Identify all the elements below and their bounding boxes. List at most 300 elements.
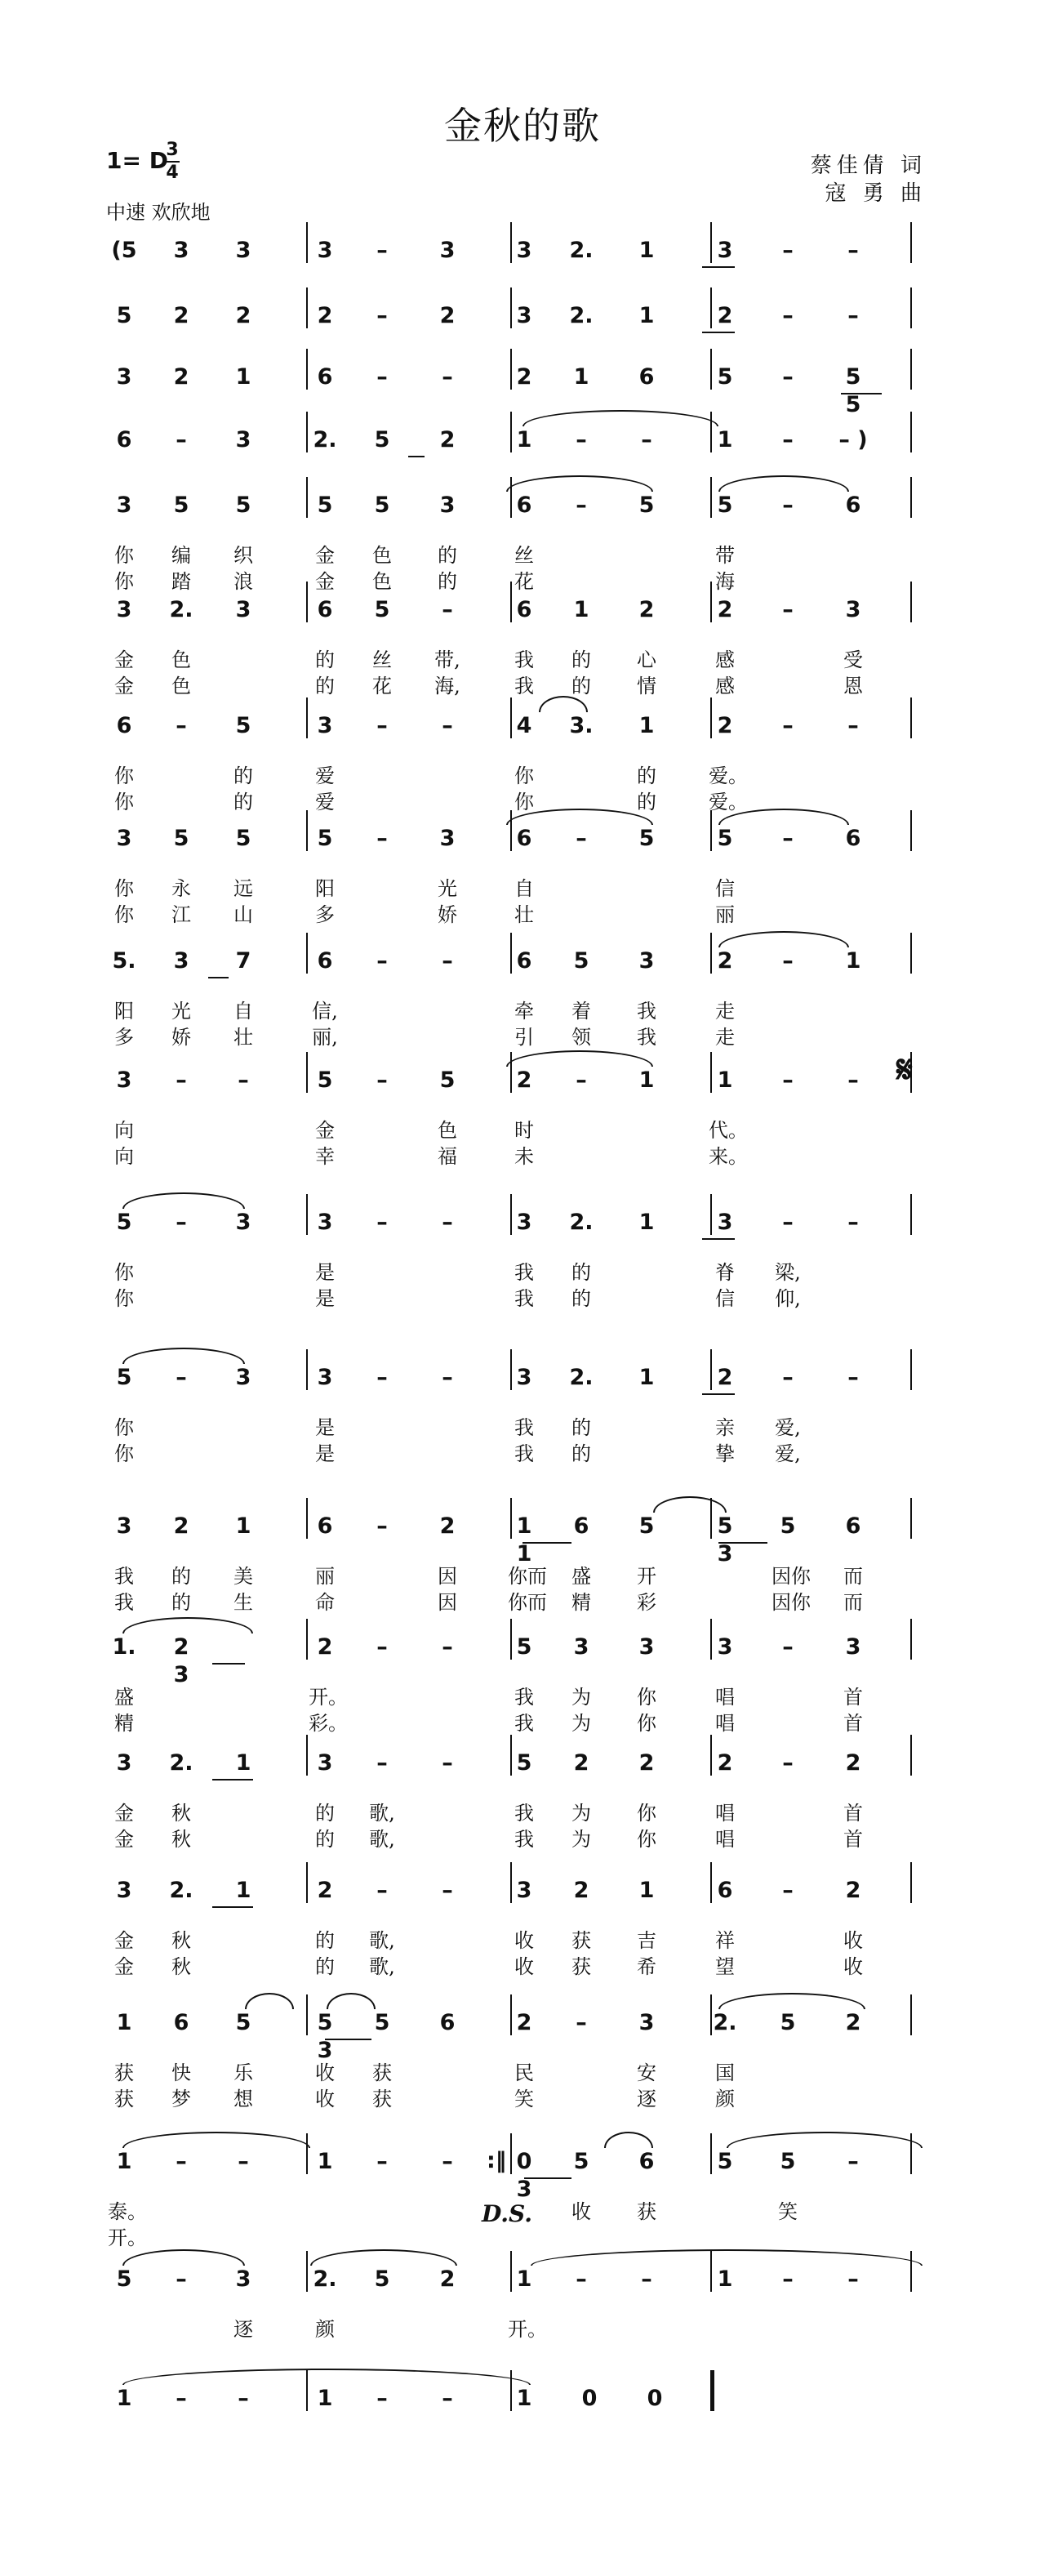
final-bar-line — [710, 2370, 714, 2411]
beam-underline — [702, 1393, 735, 1395]
note: 3 — [439, 238, 456, 263]
composer-credit: 寇 勇 曲 — [825, 181, 927, 206]
lyric-syllable: 收 — [843, 1955, 863, 1978]
note: 2 — [845, 1750, 861, 1776]
lyric-syllable: 获 — [637, 2200, 656, 2223]
lyric-syllable: 你 — [114, 1416, 134, 1439]
lyric-syllable: 丽 — [315, 1565, 335, 1588]
lyric-syllable: 的 — [315, 1955, 335, 1978]
lyric-syllable: 你 — [114, 1287, 134, 1310]
lyric-syllable: 唱 — [715, 1686, 735, 1709]
note: – — [376, 2386, 388, 2411]
lyric-syllable: 多 — [315, 903, 335, 926]
note: 2 — [516, 364, 532, 390]
bar-line — [910, 1862, 912, 1903]
bar-line — [910, 477, 912, 518]
note: 5 — [235, 2010, 251, 2035]
tempo-marking: 中速 欢欣地 — [106, 201, 211, 224]
bar-line — [910, 697, 912, 738]
tie-arc — [653, 1496, 727, 1513]
note: (5 — [111, 238, 137, 263]
note: – — [176, 1210, 187, 1235]
note: 1 1 — [516, 1513, 532, 1567]
note: 1 — [573, 364, 589, 390]
note: 3 — [439, 826, 456, 851]
lyric-syllable: 色 — [372, 544, 392, 567]
lyric-syllable: 感 — [715, 648, 735, 671]
lyric-syllable: 因你 — [772, 1591, 811, 1614]
note: – — [442, 1750, 453, 1776]
lyric-syllable: 的 — [315, 648, 335, 671]
note: – — [376, 948, 388, 974]
lyric-syllable: 我 — [514, 1261, 534, 1284]
beam-underline — [841, 393, 882, 394]
lyric-syllable: 你 — [637, 1712, 656, 1735]
lyric-syllable: 金 — [114, 1802, 134, 1825]
bar-line — [306, 1349, 308, 1390]
lyric-syllable: 海, — [434, 675, 460, 697]
bar-line — [306, 2251, 308, 2292]
segno-icon: 𝄋 — [896, 1047, 913, 1091]
repeat-sign: :‖ — [487, 2148, 507, 2173]
note: – — [442, 597, 453, 622]
note: – — [782, 364, 794, 390]
lyric-syllable: 盛 — [571, 1565, 591, 1588]
note-row — [0, 229, 1045, 278]
lyric-syllable: 精 — [114, 1712, 134, 1735]
note: 6 — [317, 597, 333, 622]
lyric-syllable: 笑 — [514, 2088, 534, 2110]
lyric-syllable: 因 — [438, 1565, 457, 1588]
note: – — [782, 2266, 794, 2292]
note: – — [576, 1067, 587, 1093]
lyric-syllable: 丽 — [715, 903, 735, 926]
lyric-syllable: 我 — [514, 1802, 534, 1825]
note: 3 — [235, 2266, 251, 2292]
note: 3 — [116, 1513, 132, 1539]
note: 2 — [717, 713, 733, 738]
lyric-syllable: 秋 — [171, 1802, 191, 1825]
bar-line — [306, 1194, 308, 1235]
tie-arc — [531, 2249, 923, 2266]
bar-line — [910, 582, 912, 622]
lyric-syllable: 光 — [438, 877, 457, 900]
beam-underline — [522, 1542, 571, 1544]
lyric-syllable: 的 — [438, 544, 457, 567]
lyric-syllable: 信 — [715, 877, 735, 900]
note: 5 — [235, 713, 251, 738]
note: 6 — [173, 2010, 189, 2035]
lyric-syllable: 心 — [637, 648, 656, 671]
note: 1 — [638, 713, 655, 738]
lyric-syllable: 收 — [514, 1955, 534, 1978]
bar-line — [306, 1498, 308, 1539]
note: – — [442, 1878, 453, 1903]
lyric-syllable: 收 — [571, 2200, 591, 2223]
note: 5 — [439, 1067, 456, 1093]
lyric-syllable: 歌, — [369, 1802, 395, 1825]
lyric-syllable: 获 — [571, 1929, 591, 1952]
note-row — [0, 2001, 1045, 2063]
lyric-syllable: 多 — [114, 1026, 134, 1049]
lyric-syllable: 而 — [843, 1565, 863, 1588]
note: 6 — [516, 826, 532, 851]
note: 5 — [116, 1210, 132, 1235]
lyric-syllable: 收 — [315, 2061, 335, 2084]
note: – — [847, 2149, 859, 2174]
tie-arc — [727, 2132, 923, 2148]
lyric-syllable: 望 — [715, 1955, 735, 1978]
lyric-syllable: 信, — [312, 1000, 338, 1023]
lyric-syllable: 自 — [514, 877, 534, 900]
tie-arc — [122, 1617, 253, 1633]
note: 1 — [235, 1513, 251, 1539]
note: 3 — [173, 948, 189, 974]
lyric-syllable: 为 — [571, 1712, 591, 1735]
lyric-syllable: 的 — [571, 1287, 591, 1310]
note: 3 — [638, 2010, 655, 2035]
note: 4 — [516, 713, 532, 738]
note: – — [782, 238, 794, 263]
bar-line — [910, 810, 912, 851]
lyric-syllable: 领 — [571, 1026, 591, 1049]
note: 0 3 — [516, 2149, 532, 2202]
note: – — [641, 2266, 652, 2292]
note: 2. — [569, 1365, 594, 1390]
lyric-syllable: 的 — [571, 648, 591, 671]
note: – — [442, 1634, 453, 1660]
lyric-syllable: 的 — [315, 1929, 335, 1952]
note: 2 — [717, 1365, 733, 1390]
tie-arc — [506, 475, 653, 492]
lyric-syllable: 为 — [571, 1802, 591, 1825]
note: – — [442, 1210, 453, 1235]
note: 3 — [516, 303, 532, 328]
bar-line — [910, 1994, 912, 2035]
note: – ) — [838, 427, 868, 452]
lyric-syllable: 梁, — [775, 1261, 801, 1284]
note: 2 — [173, 364, 189, 390]
note: – — [376, 1210, 388, 1235]
lyric-syllable: 我 — [514, 1287, 534, 1310]
lyric-syllable: 歌, — [369, 1929, 395, 1952]
lyric-syllable: 受 — [843, 648, 863, 671]
note-row — [0, 1625, 1045, 1687]
note: 2 — [717, 948, 733, 974]
note: 1 — [638, 303, 655, 328]
lyric-syllable: 你 — [637, 1802, 656, 1825]
bar-line — [306, 582, 308, 622]
note: – — [576, 2010, 587, 2035]
key-signature: 1= D — [106, 147, 168, 174]
lyric-syllable: 引 — [514, 1026, 534, 1049]
lyric-syllable: 的 — [171, 1591, 191, 1614]
bar-line — [306, 697, 308, 738]
lyric-syllable: 秋 — [171, 1929, 191, 1952]
note: 2. — [313, 2266, 337, 2292]
note: 2. — [569, 303, 594, 328]
lyric-syllable: 来。 — [709, 1145, 748, 1168]
note-row — [0, 1869, 1045, 1918]
beam-underline — [524, 2177, 571, 2179]
note-row — [0, 355, 1045, 417]
note: – — [576, 2266, 587, 2292]
lyric-syllable: 是 — [315, 1442, 335, 1465]
lyric-syllable: 编 — [171, 544, 191, 567]
note: 2 — [717, 303, 733, 328]
lyric-syllable: 我 — [514, 1686, 534, 1709]
note: – — [782, 1750, 794, 1776]
lyric-syllable: 歌, — [369, 1828, 395, 1851]
lyric-syllable: 祥 — [715, 1929, 735, 1952]
note: 6 — [317, 1513, 333, 1539]
lyric-syllable: 开。 — [508, 2318, 547, 2341]
note: 5 — [317, 492, 333, 518]
note: 2 — [317, 303, 333, 328]
lyric-syllable: 我 — [514, 1712, 534, 1735]
note: – — [782, 1634, 794, 1660]
note: 6 — [516, 948, 532, 974]
bar-line — [306, 477, 308, 518]
lyric-syllable: 踏 — [171, 570, 191, 593]
note: – — [847, 238, 859, 263]
lyric-syllable: 唱 — [715, 1802, 735, 1825]
tie-arc — [122, 1348, 245, 1364]
lyric-syllable: 自 — [233, 1000, 253, 1023]
lyric-syllable: 时 — [514, 1119, 534, 1142]
bar-line — [910, 287, 912, 328]
note: 2 — [439, 2266, 456, 2292]
lyric-syllable: 织 — [233, 544, 253, 567]
note: 3 — [116, 597, 132, 622]
lyric-syllable: 爱, — [775, 1416, 801, 1439]
note: 3 — [235, 1210, 251, 1235]
note: – — [376, 1878, 388, 1903]
note: 2 — [717, 597, 733, 622]
tie-arc — [506, 1050, 653, 1067]
note: 3 — [317, 1750, 333, 1776]
note-row — [0, 1356, 1045, 1405]
note: 3 — [516, 1878, 532, 1903]
note: – — [376, 303, 388, 328]
lyric-syllable: 为 — [571, 1828, 591, 1851]
note: 6 — [845, 1513, 861, 1539]
note: 1 — [116, 2010, 132, 2035]
note: 1 — [516, 2266, 532, 2292]
lyric-syllable: 首 — [843, 1686, 863, 1709]
note: 3 — [116, 364, 132, 390]
note-row — [0, 1201, 1045, 1250]
note: – — [442, 2386, 453, 2411]
lyric-syllable: 吉 — [637, 1929, 656, 1952]
lyric-syllable: 的 — [315, 1802, 335, 1825]
note: – — [176, 2266, 187, 2292]
note: – — [176, 2386, 187, 2411]
lyric-syllable: 首 — [843, 1828, 863, 1851]
note: – — [376, 1365, 388, 1390]
lyric-syllable: 山 — [233, 903, 253, 926]
bar-line — [306, 412, 308, 452]
note: – — [847, 2266, 859, 2292]
note: 3 — [717, 238, 733, 263]
lyric-syllable: 开 — [637, 1565, 656, 1588]
note: 6 — [516, 492, 532, 518]
lyric-syllable: 爱。 — [709, 764, 748, 787]
note: 5 — [374, 2010, 390, 2035]
lyric-syllable: 首 — [843, 1802, 863, 1825]
note: 5 — [173, 826, 189, 851]
note: – — [847, 713, 859, 738]
lyric-syllable: 获 — [372, 2088, 392, 2110]
beam-underline — [718, 1542, 767, 1544]
tie-arc — [122, 2249, 245, 2266]
note-row — [0, 588, 1045, 637]
note: 3 — [116, 492, 132, 518]
note-row — [0, 418, 1045, 467]
note-row — [0, 484, 1045, 533]
note: 3 — [116, 826, 132, 851]
note: 5 — [717, 492, 733, 518]
bar-line — [910, 1735, 912, 1776]
lyric-syllable: 秋 — [171, 1955, 191, 1978]
lyric-syllable: 乐 — [233, 2061, 253, 2084]
beam-underline — [325, 2039, 371, 2040]
note: 5 — [116, 303, 132, 328]
note: 1. — [112, 1634, 136, 1660]
note: 1 — [717, 2266, 733, 2292]
tie-arc — [539, 696, 588, 712]
lyric-syllable: 的 — [571, 1261, 591, 1284]
note: 6 — [317, 948, 333, 974]
note: – — [782, 492, 794, 518]
note: 5 — [573, 2149, 589, 2174]
note: – — [176, 2149, 187, 2174]
lyric-syllable: 的 — [571, 1442, 591, 1465]
note-row — [0, 2377, 1045, 2426]
note: – — [176, 427, 187, 452]
note-row — [0, 704, 1045, 753]
time-signature-top: 3 — [166, 140, 179, 160]
note: 3 — [845, 1634, 861, 1660]
note: – — [782, 826, 794, 851]
note: 1 — [235, 364, 251, 390]
note: – — [376, 826, 388, 851]
lyric-syllable: 丝 — [372, 648, 392, 671]
note: 2 — [573, 1750, 589, 1776]
note: 1 — [317, 2386, 333, 2411]
note: 3 — [516, 1210, 532, 1235]
note: 6 — [717, 1878, 733, 1903]
note: 1 — [638, 238, 655, 263]
note: 6 — [845, 826, 861, 851]
note-row — [0, 1741, 1045, 1790]
bar-line — [910, 1349, 912, 1390]
lyric-syllable: 我 — [637, 1000, 656, 1023]
lyric-syllable: 的 — [315, 1828, 335, 1851]
lyric-syllable: 光 — [171, 1000, 191, 1023]
note: – — [782, 948, 794, 974]
bar-line — [306, 1735, 308, 1776]
lyric-syllable: 情 — [637, 675, 656, 697]
note: – — [576, 427, 587, 452]
lyric-syllable: 脊 — [715, 1261, 735, 1284]
lyric-syllable: 带 — [715, 544, 735, 567]
lyric-syllable: 金 — [315, 570, 335, 593]
note: 3 — [235, 427, 251, 452]
lyric-syllable: 逐 — [233, 2318, 253, 2341]
note: – — [376, 1750, 388, 1776]
tie-arc — [718, 475, 849, 492]
lyric-syllable: 娇 — [171, 1026, 191, 1049]
bar-line — [306, 810, 308, 851]
note: – — [376, 1067, 388, 1093]
note: 5 — [116, 2266, 132, 2292]
note: 2. — [169, 1750, 193, 1776]
bar-line — [910, 1194, 912, 1235]
lyric-syllable: 笑 — [778, 2200, 798, 2223]
lyric-syllable: 未 — [514, 1145, 534, 1168]
note: 5 — [717, 2149, 733, 2174]
note: 2 — [439, 427, 456, 452]
note: – — [176, 713, 187, 738]
lyric-syllable: 快 — [171, 2061, 191, 2084]
lyric-syllable: 你 — [114, 570, 134, 593]
note: 5 — [235, 826, 251, 851]
note: 5 — [516, 1634, 532, 1660]
bar-line — [306, 349, 308, 390]
lyric-syllable: 走 — [715, 1026, 735, 1049]
lyric-syllable: 秋 — [171, 1828, 191, 1851]
note: 5 — [638, 826, 655, 851]
note: 1 — [116, 2386, 132, 2411]
note: 2 — [439, 1513, 456, 1539]
lyric-syllable: 获 — [114, 2061, 134, 2084]
note: 3 — [116, 1878, 132, 1903]
lyric-syllable: 的 — [571, 1416, 591, 1439]
note: 6 — [516, 597, 532, 622]
lyric-syllable: 的 — [637, 764, 656, 787]
lyric-syllable: 你 — [114, 791, 134, 813]
tie-arc — [122, 2369, 531, 2385]
note: 5 — [317, 826, 333, 851]
note: 5. — [112, 948, 136, 974]
note: 3 — [235, 597, 251, 622]
lyric-syllable: 唱 — [715, 1828, 735, 1851]
note: 2 — [317, 1878, 333, 1903]
beam-underline — [208, 977, 229, 978]
lyric-syllable: 着 — [571, 1000, 591, 1023]
note: 5 — [780, 2010, 796, 2035]
note: 5 — [317, 1067, 333, 1093]
lyric-syllable: 开。 — [309, 1686, 348, 1709]
note: – — [376, 1513, 388, 1539]
lyric-syllable: 远 — [233, 877, 253, 900]
lyric-syllable: 是 — [315, 1287, 335, 1310]
note: 3 — [717, 1210, 733, 1235]
lyric-syllable: 收 — [514, 1929, 534, 1952]
note: 1 — [516, 427, 532, 452]
bar-line — [306, 2133, 308, 2174]
note: – — [847, 1365, 859, 1390]
note: 1 — [116, 2149, 132, 2174]
lyric-syllable: 阳 — [315, 877, 335, 900]
note: – — [376, 364, 388, 390]
note: 1 — [317, 2149, 333, 2174]
tie-arc — [245, 1993, 294, 2009]
note: 2 — [638, 1750, 655, 1776]
lyric-syllable: 挚 — [715, 1442, 735, 1465]
lyric-syllable: 美 — [233, 1565, 253, 1588]
